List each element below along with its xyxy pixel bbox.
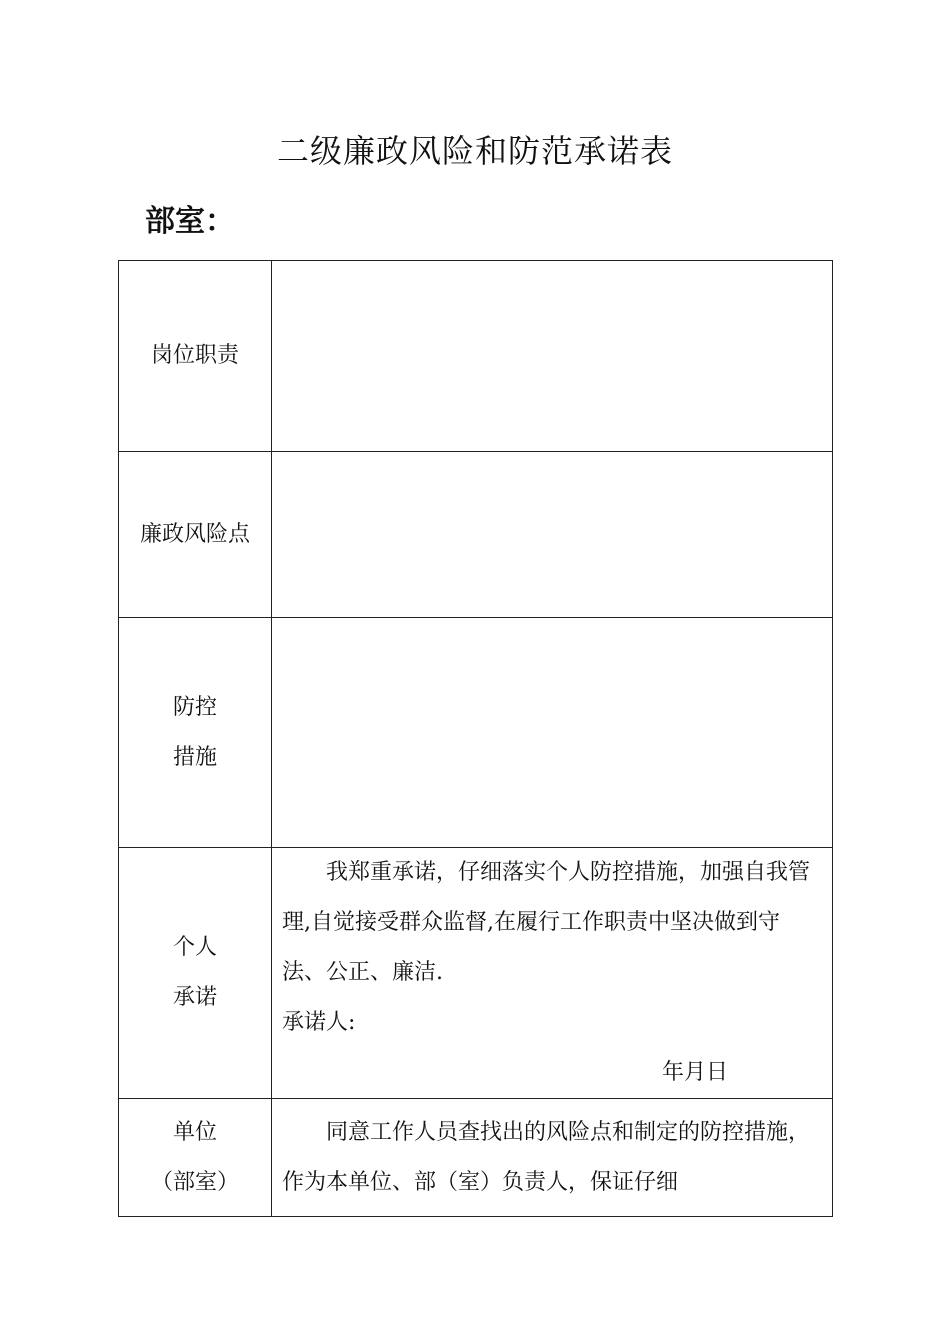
table-row	[119, 618, 833, 848]
label-cell-risk-points	[119, 452, 272, 618]
form-title: 二级廉政风险和防范承诺表	[276, 132, 673, 170]
label-text: （部室）	[150, 1169, 239, 1195]
table-row	[119, 452, 833, 618]
table-row	[119, 261, 833, 452]
unit-approval-cell	[272, 1099, 833, 1217]
label-cell-personal-commitment	[119, 848, 272, 1099]
department-label: 部室：	[145, 204, 235, 239]
label-text: 个人	[172, 935, 217, 960]
table-row	[119, 1099, 833, 1217]
signer-label: 承诺人:	[282, 1010, 356, 1035]
label-text: 岗位职责	[150, 343, 239, 368]
control-measures-field[interactable]	[272, 618, 833, 848]
approval-paragraph: 同意工作人员查找出的风险点和制定的防控措施，作为本单位、部（室）负责人，保证仔细	[282, 1119, 811, 1195]
label-cell-duties	[119, 261, 272, 452]
personal-commitment-cell	[272, 848, 833, 1099]
label-cell-control-measures	[119, 618, 272, 848]
label-text: 廉政风险点	[139, 521, 250, 547]
table-row	[119, 848, 833, 1099]
duties-field[interactable]	[272, 261, 833, 452]
date-label: 年月日	[661, 1060, 728, 1085]
label-text: 承诺	[172, 985, 217, 1010]
risk-points-field[interactable]	[272, 452, 833, 618]
label-text: 措施	[172, 744, 217, 770]
commitment-form-table	[118, 260, 833, 1217]
label-text: 单位	[172, 1119, 217, 1145]
label-cell-unit-department	[119, 1099, 272, 1217]
commitment-paragraph: 我郑重承诺，仔细落实个人防控措施，加强自我管理,自觉接受群众监督,在履行工作职责中坚决做到守法、公正、廉洁.	[282, 860, 811, 985]
label-text: 防控	[172, 694, 217, 720]
